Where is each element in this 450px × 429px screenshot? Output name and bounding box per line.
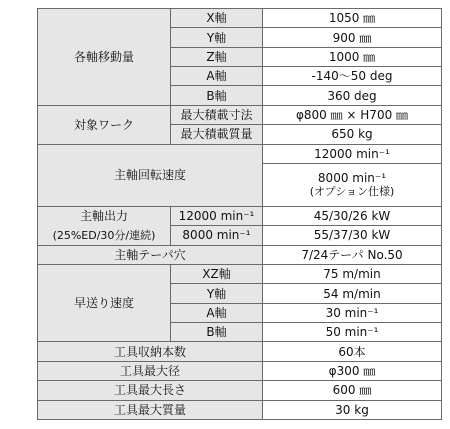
rapid-value: 54 m/min (263, 284, 442, 303)
table-row (38, 245, 442, 264)
table-row (38, 361, 442, 380)
tool-value: 600 ㎜ (263, 381, 442, 400)
rapid-axis: B軸 (171, 323, 263, 342)
table-row (38, 264, 442, 283)
spindle-speed-option-note: (オプション仕様) (309, 184, 395, 198)
spindle-speed-option (263, 163, 442, 206)
table-row (38, 342, 442, 361)
spindle-speed-option-value: 8000 min⁻¹ (317, 170, 387, 185)
rapid-value: 50 min⁻¹ (263, 323, 442, 342)
spindle-output-label (38, 206, 171, 245)
travel-value: 1050 ㎜ (263, 9, 442, 28)
spindle-output-label-line1: 主軸出力 (79, 208, 128, 223)
travel-value: 900 ㎜ (263, 28, 442, 47)
travel-value: 360 deg (263, 86, 442, 105)
table-row (38, 381, 442, 400)
travel-axis: Y軸 (171, 28, 263, 47)
tool-label: 工具最大径 (38, 361, 263, 380)
tool-label: 工具収納本数 (38, 342, 263, 361)
rapid-label: 早送り速度 (38, 264, 171, 341)
travel-value: -140～50 deg (263, 67, 442, 86)
table-row (38, 206, 442, 225)
spec-table (37, 8, 442, 420)
workpiece-value: φ800 ㎜ × H700 ㎜ (263, 105, 442, 124)
table-row (38, 144, 442, 163)
rapid-value: 75 m/min (263, 264, 442, 283)
table-row (38, 105, 442, 124)
workpiece-value: 650 kg (263, 125, 442, 144)
spindle-output-value: 45/30/26 kW (263, 206, 442, 225)
travel-axis: Z軸 (171, 47, 263, 66)
spindle-output-value: 55/37/30 kW (263, 226, 442, 245)
tool-label: 工具最大質量 (38, 400, 263, 420)
tool-value: φ300 ㎜ (263, 361, 442, 380)
table-row (38, 9, 442, 28)
rapid-axis: Y軸 (171, 284, 263, 303)
spindle-speed-label: 主軸回転速度 (38, 144, 263, 206)
spindle-speed-standard: 12000 min⁻¹ (263, 144, 442, 163)
travel-axis: B軸 (171, 86, 263, 105)
tool-value: 30 kg (263, 400, 442, 420)
taper-label: 主軸テーパ穴 (38, 245, 263, 264)
tool-value: 60本 (263, 342, 442, 361)
rapid-axis: XZ軸 (171, 264, 263, 283)
spindle-output-speed: 8000 min⁻¹ (171, 226, 263, 245)
workpiece-item: 最大積載寸法 (171, 105, 263, 124)
tool-label: 工具最大長さ (38, 381, 263, 400)
rapid-value: 30 min⁻¹ (263, 303, 442, 322)
workpiece-item: 最大積載質量 (171, 125, 263, 144)
workpiece-label: 対象ワーク (38, 105, 171, 144)
travel-axis: X軸 (171, 9, 263, 28)
spindle-output-label-line2: (25%ED/30分/連続) (52, 228, 156, 242)
rapid-axis: A軸 (171, 303, 263, 322)
travel-axis: A軸 (171, 67, 263, 86)
taper-value: 7/24テーパ No.50 (263, 245, 442, 264)
spindle-output-speed: 12000 min⁻¹ (171, 206, 263, 225)
travel-label: 各軸移動量 (38, 9, 171, 106)
table-row (38, 400, 442, 420)
travel-value: 1000 ㎜ (263, 47, 442, 66)
